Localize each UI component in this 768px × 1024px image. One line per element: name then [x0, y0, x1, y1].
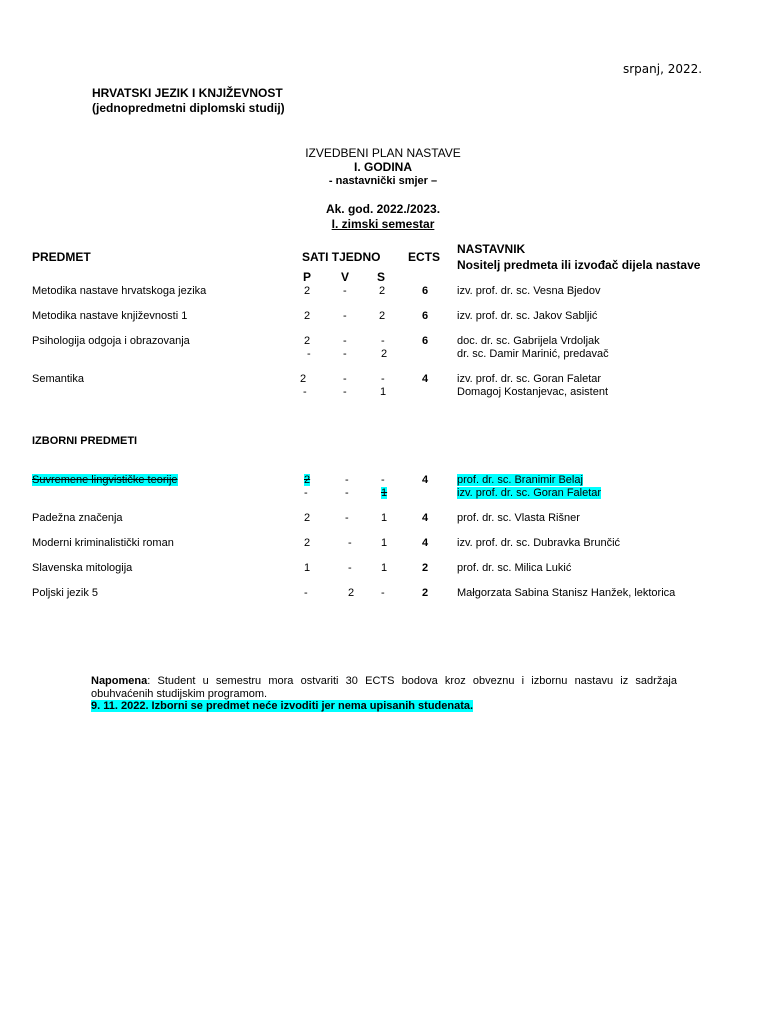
teacher-name: prof. dr. sc. Milica Lukić	[457, 562, 572, 574]
column-p: P	[303, 270, 312, 284]
ects-value: 4	[422, 474, 429, 486]
hours-p: 2	[304, 285, 311, 297]
hours-v: -	[343, 310, 347, 322]
hours-s: 1	[380, 386, 387, 398]
hours-s: 1	[381, 562, 388, 574]
teacher-name: prof. dr. sc. Branimir Belaj	[457, 474, 583, 486]
ects-value: 6	[422, 335, 429, 347]
teacher-name: prof. dr. sc. Vlasta Rišner	[457, 512, 580, 524]
subject-name: Padežna značenja	[32, 512, 123, 524]
hours-s: 2	[379, 310, 386, 322]
hours-v: -	[343, 335, 347, 347]
hours-s: 1	[381, 487, 388, 499]
hours-p: -	[303, 386, 307, 398]
hours-p: 2	[304, 474, 311, 486]
ects-value: 6	[422, 285, 429, 297]
hours-s: -	[381, 587, 385, 599]
teacher-name: Małgorzata Sabina Stanisz Hanžek, lektorica	[457, 587, 676, 599]
program-subtitle: (jednopredmetni diplomski studij)	[92, 101, 285, 115]
teacher-name: izv. prof. dr. sc. Jakov Sabljić	[457, 310, 598, 322]
hours-v: -	[343, 285, 347, 297]
hours-p: 2	[304, 512, 311, 524]
hours-v: -	[345, 512, 349, 524]
hours-v: -	[348, 537, 352, 549]
elective-heading: IZBORNI PREDMETI	[32, 435, 138, 447]
subject-name: Semantika	[32, 373, 84, 385]
plan-year: I. GODINA	[353, 160, 413, 174]
ects-value: 4	[422, 373, 429, 385]
hours-v: -	[345, 474, 349, 486]
hours-p: 1	[304, 562, 311, 574]
column-v: V	[341, 270, 350, 284]
program-title: HRVATSKI JEZIK I KNJIŽEVNOST	[92, 86, 283, 100]
teacher-name: Domagoj Kostanjevac, asistent	[457, 386, 609, 398]
hours-s: 2	[381, 348, 388, 360]
hours-s: -	[381, 373, 385, 385]
column-s: S	[377, 270, 386, 284]
note-update: 9. 11. 2022. Izborni se predmet neće izvoditi jer nema upisanih studenata.	[91, 700, 474, 712]
column-ects: ECTS	[408, 250, 441, 264]
hours-p: -	[307, 348, 311, 360]
ects-value: 4	[422, 537, 429, 549]
hours-s: 1	[381, 512, 388, 524]
teacher-name: dr. sc. Damir Marinić, predavač	[457, 348, 609, 360]
hours-p: 2	[304, 335, 311, 347]
teacher-name: izv. prof. dr. sc. Goran Faletar	[457, 373, 602, 385]
hours-s: 1	[381, 537, 388, 549]
column-teacher: NASTAVNIK	[457, 242, 526, 256]
semester: I. zimski semestar	[331, 217, 435, 231]
note-paragraph	[91, 675, 677, 701]
hours-v: -	[345, 487, 349, 499]
teacher-name: izv. prof. dr. sc. Goran Faletar	[457, 487, 602, 499]
hours-s: 2	[379, 285, 386, 297]
hours-p: -	[304, 587, 308, 599]
teacher-name: doc. dr. sc. Gabrijela Vrdoljak	[457, 335, 600, 347]
subject-name: Poljski jezik 5	[32, 587, 99, 599]
hours-p: 2	[304, 310, 311, 322]
note-label: Napomena	[91, 675, 148, 687]
column-subject: PREDMET	[32, 250, 91, 264]
hours-v: 2	[348, 587, 355, 599]
teacher-name: izv. prof. dr. sc. Vesna Bjedov	[457, 285, 601, 297]
note-text: : Student u semestru mora ostvariti 30 ECTS bodova kroz obveznu i izbornu nastavu iz sadržaja obuhvaćenih studijskim programom.	[91, 675, 677, 700]
ects-value: 2	[422, 562, 429, 574]
plan-track: - nastavnički smjer –	[328, 175, 438, 187]
teacher-name: izv. prof. dr. sc. Dubravka Brunčić	[457, 537, 621, 549]
academic-year: Ak. god. 2022./2023.	[325, 202, 441, 216]
plan-title: IZVEDBENI PLAN NASTAVE	[305, 146, 461, 160]
ects-value: 2	[422, 587, 429, 599]
subject-name: Moderni kriminalistički roman	[32, 537, 174, 549]
subject-name: Psihologija odgoja i obrazovanja	[32, 335, 190, 347]
subject-name: Metodika nastave književnosti 1	[32, 310, 188, 322]
hours-v: -	[348, 562, 352, 574]
subject-name: Suvremene lingvističke teorije	[32, 474, 178, 486]
ects-value: 4	[422, 512, 429, 524]
hours-v: -	[343, 348, 347, 360]
subject-name: Slavenska mitologija	[32, 562, 133, 574]
column-hours: SATI TJEDNO	[302, 250, 381, 264]
hours-p: 2	[304, 537, 311, 549]
hours-v: -	[343, 386, 347, 398]
hours-p: 2	[300, 373, 307, 385]
subject-name: Metodika nastave hrvatskoga jezika	[32, 285, 207, 297]
ects-value: 6	[422, 310, 429, 322]
hours-v: -	[343, 373, 347, 385]
hours-p: -	[304, 487, 308, 499]
hours-s: -	[381, 335, 385, 347]
document-date: srpanj, 2022.	[623, 62, 703, 76]
column-teacher-sub: Nositelj predmeta ili izvođač dijela nastave	[457, 258, 701, 272]
hours-s: -	[381, 474, 385, 486]
